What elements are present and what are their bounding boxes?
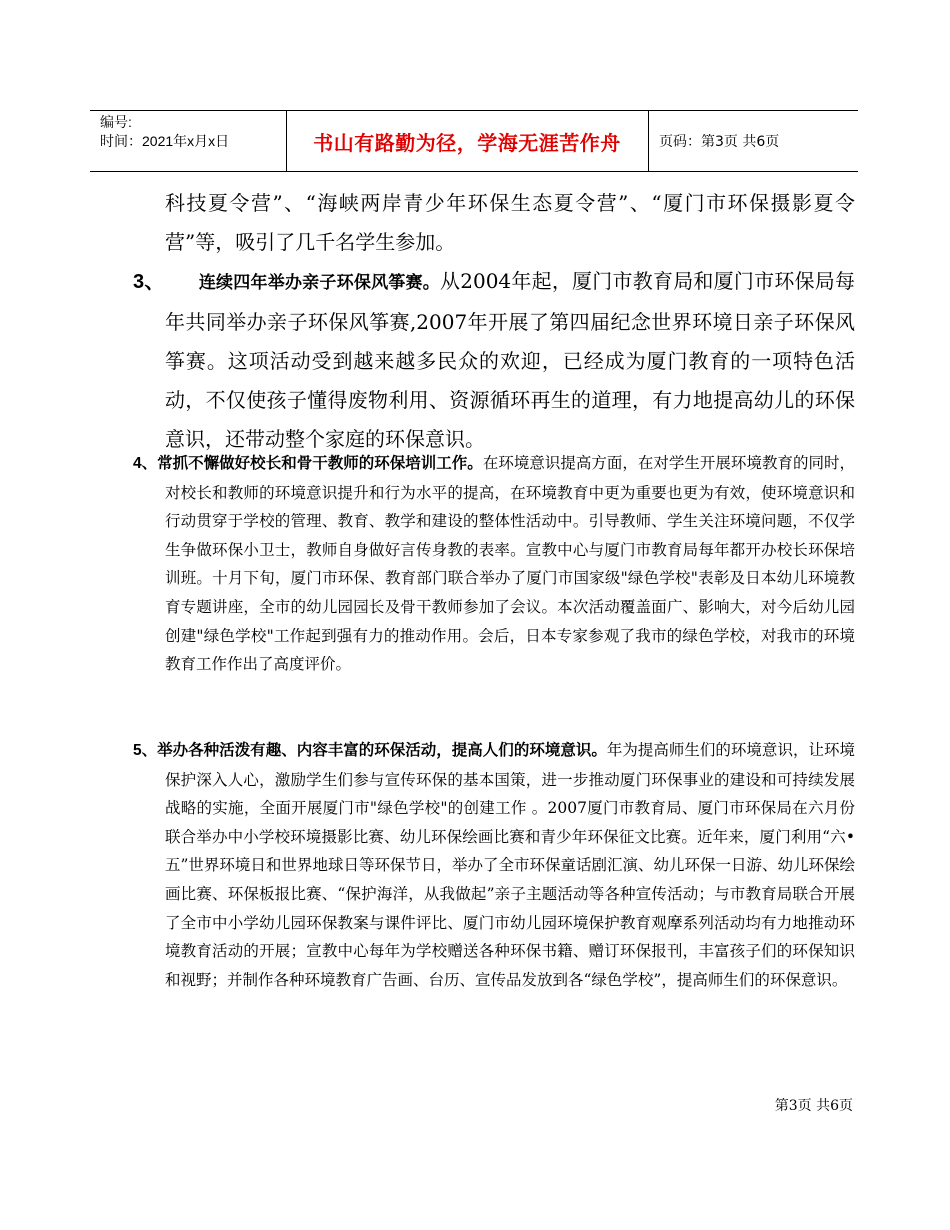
intro-paragraph — [165, 184, 855, 262]
date-label: 时间：2021年x月x日 — [100, 133, 230, 149]
page-footer: 第3页 共6页 — [774, 1098, 853, 1114]
header-page-label: 页码：第3页 共6页 — [659, 134, 780, 150]
code-label: 编号: — [100, 114, 132, 130]
item-body: 在环境意识提高方面，在对学生开展环境教育的同时，对校长和教师的环境意识提升和行为水平的提高，在环境教育中更为重要也更为有效，使环境意识和行动贯穿于学校的管理、教育、教学和建设的整体性活动中。引导教师、学生关注环境问题，不仅学生争做环保小卫士，教师自身做好言传身教的表率。宣教中心与厦门市教育局每年都开办校长环保培训班。十月下旬，厦门市环保、教育部门联合举办了厦门市国家级"绿色学校"表彰及日本幼儿环境教育专题讲座，全市的幼儿园园长及骨干教师参加了会议。本次活动覆盖面广、影响大，对今后幼儿园创建"绿色学校"工作起到强有力的推动作用。会后，日本专家参观了我市的绿色学校，对我市的环境教育工作作出了高度评价。 — [165, 454, 855, 674]
item-number: 4、 — [133, 455, 158, 472]
item-body: 年为提高师生们的环境意识，让环境保护深入人心，激励学生们参与宣传环保的基本国策，进一步推动厦门环保事业的建设和可持续发展战略的实施，全面开展厦门市"绿色学校"的创建工作 。2007厦门市教育局、厦门市环保局在六月份联合举办中小学校环境摄影比赛、幼儿环保绘画比赛和青少年环保征文比赛。近年来，厦门利用“六•五”世界环境日和世界地球日等环保节日，举办了全市环保童话剧汇演、幼儿环保一日游、幼儿环保绘画比赛、环保板报比赛、“保护海洋，从我做起”亲子主题活动等各种宣传活动；与市教育局联合开展了全市中小学幼儿园环保教案与课件评比、厦门市幼儿园环境保护教育观摩系列活动均有力地推动环境教育活动的开展；宣教中心每年为学校赠送各种环保书籍、赠订环保报刊，丰富孩子们的环保知识和视野；并制作各种环境教育广告画、台历、宣传品发放到各“绿色学校”，提高师生们的环保意识。 — [165, 741, 855, 989]
list-item — [133, 449, 855, 679]
header-table — [90, 110, 858, 172]
item-heading: 连续四年举办亲子环保风筝赛。 — [198, 273, 441, 293]
header-divider — [648, 111, 649, 171]
item-number: 5、 — [133, 742, 158, 759]
header-meta — [100, 113, 290, 151]
list-item — [133, 262, 856, 459]
item-number: 3、 — [133, 271, 165, 293]
item-heading: 举办各种活泼有趣、内容丰富的环保活动，提高人们的环境意识。 — [157, 741, 607, 759]
item-body: 从2004年起，厦门市教育局和厦门市环保局每年共同举办亲子环保风筝赛,2007年开展了第四届纪念世界环境日亲子环保风筝赛。这项活动受到越来越多民众的欢迎，已经成为厦门教育的一项特色活动，不仅使孩子懂得废物利用、资源循环再生的道理，有力地提高幼儿的环保意识，还带动整个家庭的环保意识。 — [165, 269, 856, 451]
item-heading: 常抓不懈做好校长和骨干教师的环保培训工作。 — [157, 454, 483, 472]
header-motto: 书山有路勤为径，学海无涯苦作舟 — [313, 130, 621, 155]
list-item — [133, 736, 855, 994]
intro-text: 科技夏令营”、“海峡两岸青少年环保生态夏令营”、“厦门市环保摄影夏令营”等，吸引了几千名学生参加。 — [165, 191, 855, 254]
